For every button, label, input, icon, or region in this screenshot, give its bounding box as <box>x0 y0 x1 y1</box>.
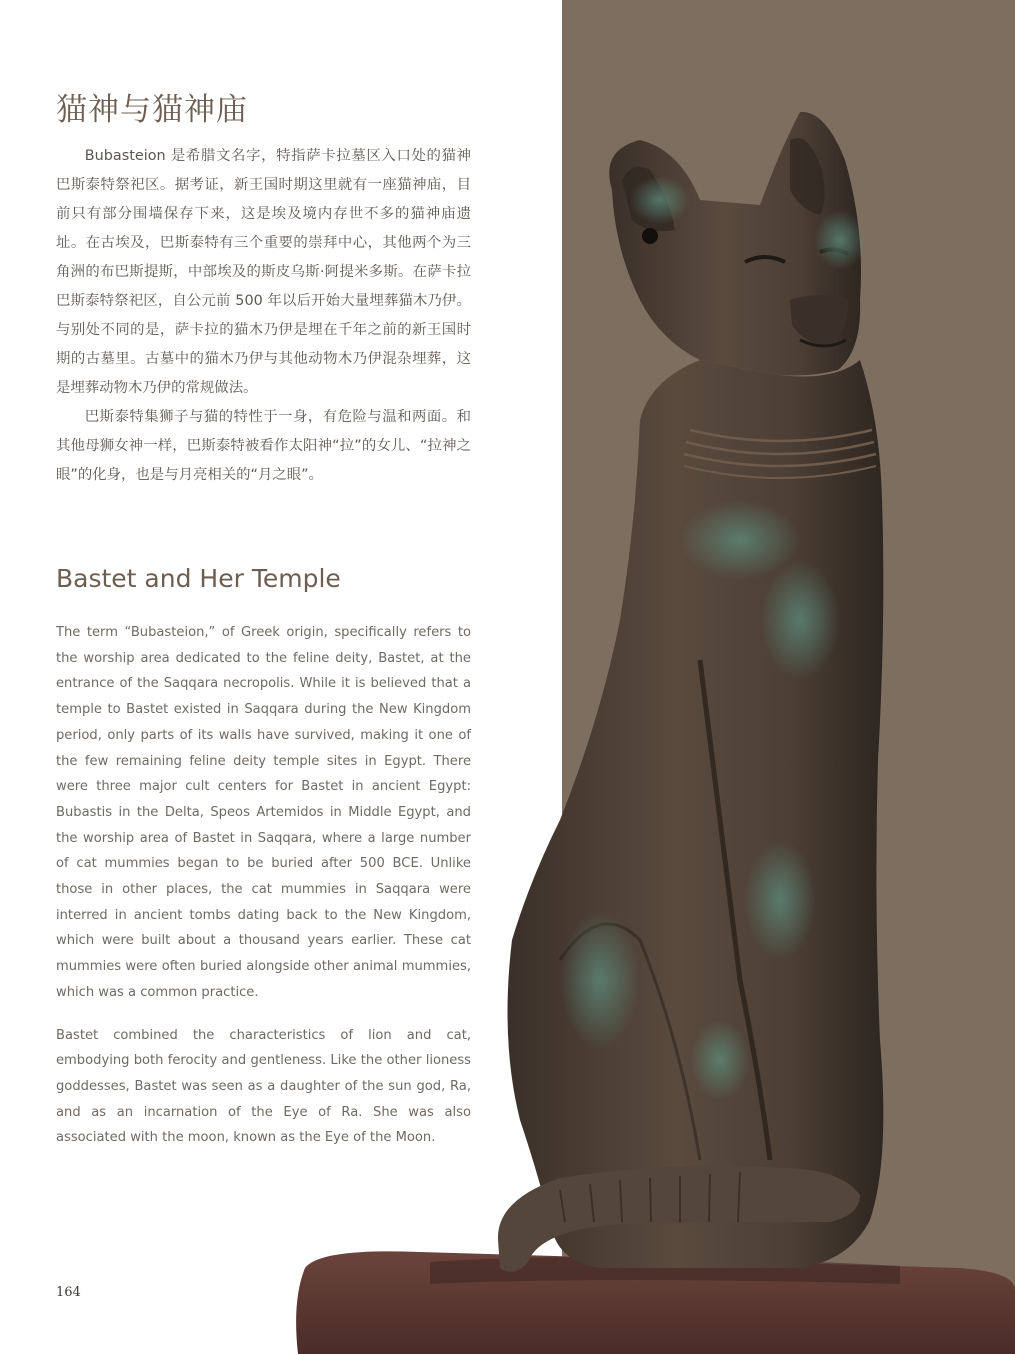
english-paragraph-2: Bastet combined the characteristics of lion and cat, embodying both ferocity and gentleness. Like the other lioness goddesses, Bastet was seen as a daughter of the sun god, Ra, and as an incarnation of the Eye of Ra. She was also associated with the moon, known as the Eye of the Moon. <box>56 1027 471 1146</box>
page-number: 164 <box>56 1285 81 1300</box>
chinese-paragraph-2: 巴斯泰特集狮子与猫的特性于一身，有危险与温和两面。和其他母狮女神一样，巴斯泰特被看作太阳神“拉”的女儿、“拉神之眼”的化身，也是与月亮相关的“月之眼”。 <box>56 409 471 483</box>
chinese-body <box>56 142 471 490</box>
english-paragraph-1: The term “Bubasteion,” of Greek origin, specifically refers to the worship area dedicated to the feline deity, Bastet, at the entrance of the Saqqara necropolis. While it is believed that a temple to Bastet existed in Saqqara during the New Kingdom period, only parts of its walls have survived, making it one of the few remaining feline deity temple sites in Egypt. There were three major cult centers for Bastet in ancient Egypt: Bubastis in the Delta, Speos Artemidos in Middle Egypt, and the worship area of Bastet in Saqqara, where a large number of cat mummies began to be buried after 500 BCE. Unlike those in other places, the cat mummies in Saqqara were interred in ancient tombs dating back to the New Kingdom, which were built about a thousand years earlier. These cat mummies were often buried alongside other animal mummies, which was a common practice. <box>56 625 471 1000</box>
english-title: Bastet and Her Temple <box>56 564 341 593</box>
english-body <box>56 620 471 1168</box>
chinese-title: 猫神与猫神庙 <box>56 92 248 128</box>
chinese-paragraph-1: Bubasteion 是希腊文名字，特指萨卡拉墓区入口处的猫神巴斯泰特祭祀区。据考证，新王国时期这里就有一座猫神庙，目前只有部分围墙保存下来，这是埃及境内存世不多的猫神庙遗址。在古埃及，巴斯泰特有三个重要的崇拜中心，其他两个为三角洲的布巴斯提斯，中部埃及的斯皮乌斯·阿提米多斯。在萨卡拉巴斯泰特祭祀区，自公元前 500 年以后开始大量埋葬猫木乃伊。与别处不同的是，萨卡拉的猫木乃伊是埋在千年之前的新王国时期的古墓里。古墓中的猫木乃伊与其他动物木乃伊混杂埋葬，这是埋葬动物木乃伊的常规做法。 <box>56 148 471 396</box>
